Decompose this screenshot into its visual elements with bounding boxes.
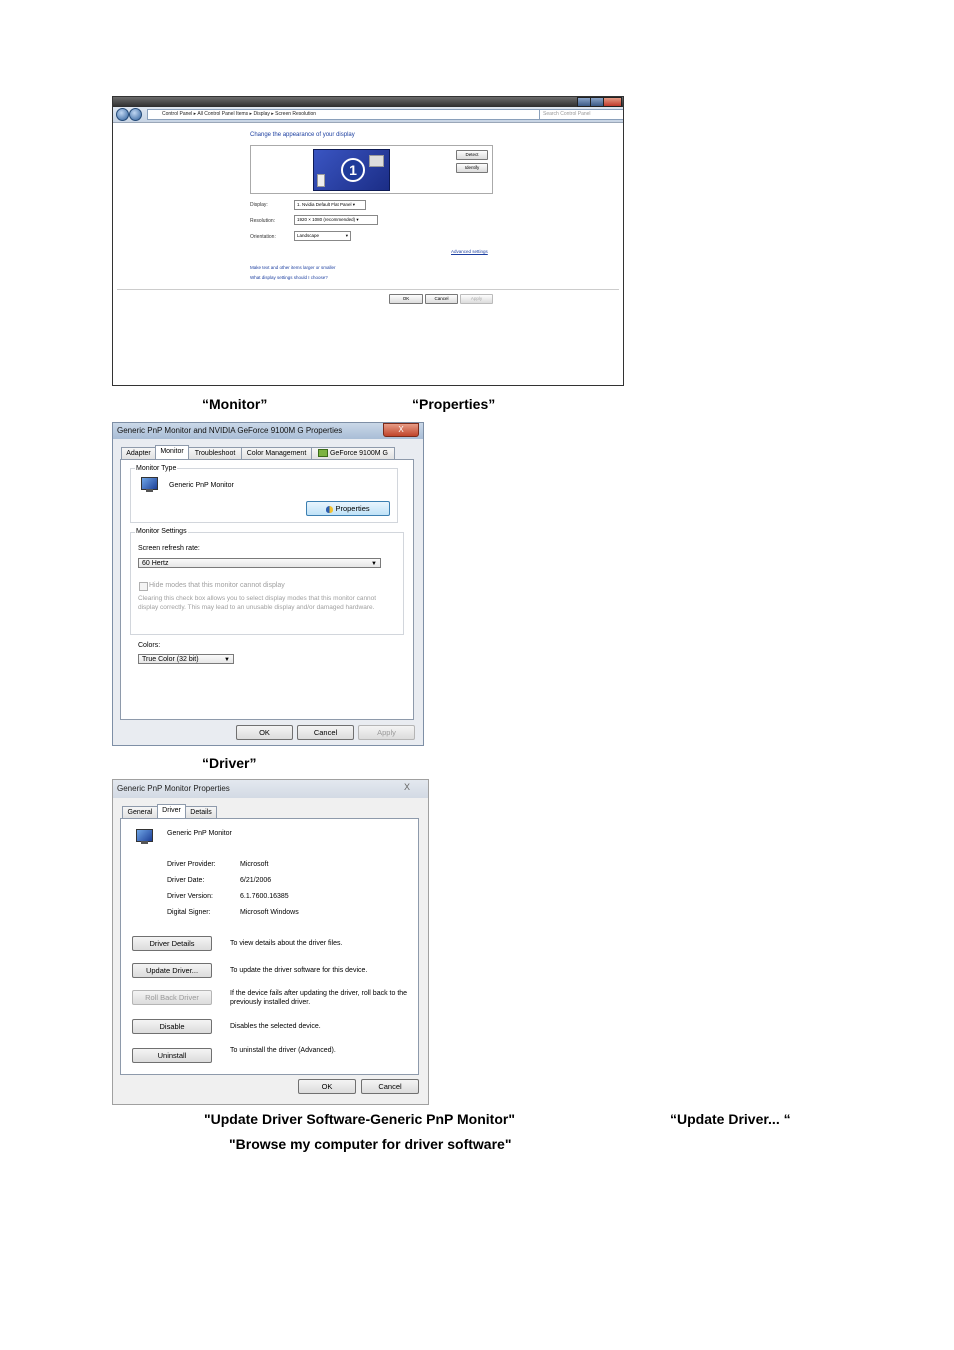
roll-back-driver-button[interactable]: Roll Back Driver bbox=[132, 990, 212, 1005]
search-input[interactable]: Search Control Panel bbox=[539, 109, 624, 120]
cancel-button[interactable]: Cancel bbox=[425, 294, 458, 304]
disable-button[interactable]: Disable bbox=[132, 1019, 212, 1034]
tab-panel bbox=[120, 818, 419, 1075]
disable-desc: Disables the selected device. bbox=[230, 1023, 321, 1030]
tab-geforce[interactable] bbox=[311, 447, 395, 459]
colors-value: True Color (32 bit) bbox=[142, 656, 199, 663]
display-label: Display: bbox=[250, 202, 268, 208]
update-driver-button[interactable]: Update Driver... bbox=[132, 963, 212, 978]
caption-driver: “Driver” bbox=[202, 755, 257, 771]
tab-details[interactable]: Details bbox=[185, 806, 217, 818]
back-arrow-icon[interactable] bbox=[116, 108, 129, 121]
cancel-button[interactable]: Cancel bbox=[297, 725, 354, 740]
orientation-select[interactable]: Landscape ▾ bbox=[294, 231, 351, 241]
display-value: 1. Nvidia Default Flat Panel bbox=[297, 202, 352, 207]
page-title: Change the appearance of your display bbox=[250, 132, 355, 138]
tab-troubleshoot[interactable]: Troubleshoot bbox=[188, 447, 242, 459]
hide-modes-description: Clearing this check box allows you to select display modes that this monitor cannot display correctly. This may lead to an unusable display and/or damaged hardware. bbox=[138, 595, 377, 611]
tab-panel bbox=[120, 459, 414, 720]
caption-browse: "Browse my computer for driver software" bbox=[229, 1136, 512, 1152]
tab-general[interactable]: General bbox=[122, 806, 158, 818]
shield-icon bbox=[326, 506, 333, 513]
monitor-preview bbox=[250, 145, 493, 194]
breadcrumb-item[interactable]: Control Panel bbox=[162, 111, 193, 117]
uninstall-desc: To uninstall the driver (Advanced). bbox=[230, 1047, 336, 1054]
driver-version-label: Driver Version: bbox=[167, 893, 213, 900]
identify-button[interactable]: Identify bbox=[456, 163, 488, 173]
driver-properties-dialog bbox=[112, 779, 429, 1105]
ok-button[interactable]: OK bbox=[236, 725, 293, 740]
driver-date-label: Driver Date: bbox=[167, 877, 205, 884]
minimize-button[interactable] bbox=[577, 97, 591, 107]
digital-signer-value: Microsoft Windows bbox=[240, 909, 299, 916]
monitor-1-tile[interactable] bbox=[313, 149, 390, 191]
monitor-name: Generic PnP Monitor bbox=[169, 482, 234, 489]
nvidia-icon bbox=[318, 449, 328, 457]
monitor-properties-dialog bbox=[112, 422, 424, 746]
screen-resolution-window bbox=[112, 96, 624, 386]
cancel-button[interactable]: Cancel bbox=[361, 1079, 419, 1094]
ok-button[interactable]: OK bbox=[298, 1079, 356, 1094]
colors-label: Colors: bbox=[138, 642, 161, 649]
device-name: Generic PnP Monitor bbox=[167, 830, 232, 837]
driver-details-button[interactable]: Driver Details bbox=[132, 936, 212, 951]
close-button[interactable]: X bbox=[403, 782, 410, 792]
tab-monitor[interactable]: Monitor bbox=[155, 445, 189, 459]
maximize-button[interactable] bbox=[590, 97, 604, 107]
resolution-label: Resolution: bbox=[250, 218, 276, 224]
refresh-rate-value: 60 Hertz bbox=[142, 560, 169, 567]
driver-date-value: 6/21/2006 bbox=[240, 877, 272, 884]
tab-driver[interactable]: Driver bbox=[157, 804, 186, 818]
refresh-rate-select[interactable]: 60 Hertz ▼ bbox=[138, 558, 381, 568]
uninstall-button[interactable]: Uninstall bbox=[132, 1048, 212, 1063]
orientation-value: Landscape bbox=[297, 233, 320, 238]
driver-details-desc: To view details about the driver files. bbox=[230, 940, 343, 947]
caption-update-driver: “Update Driver... “ bbox=[670, 1111, 791, 1127]
breadcrumb-item[interactable]: Display bbox=[253, 111, 270, 117]
colors-select[interactable]: True Color (32 bit) ▼ bbox=[138, 654, 234, 664]
tab-color-management[interactable]: Color Management bbox=[241, 447, 312, 459]
refresh-rate-label: Screen refresh rate: bbox=[138, 545, 200, 552]
dialog-title: Generic PnP Monitor and NVIDIA GeForce 9100M G Properties bbox=[113, 423, 423, 439]
text-size-link[interactable]: Make text and other items larger or smaller bbox=[250, 265, 336, 270]
caption-properties: “Properties” bbox=[412, 396, 496, 412]
driver-version-value: 6.1.7600.16385 bbox=[240, 893, 289, 900]
monitor-type-label: Monitor Type bbox=[136, 465, 177, 472]
forward-arrow-icon[interactable] bbox=[129, 108, 142, 121]
ok-button[interactable]: OK bbox=[389, 294, 423, 304]
monitor-icon bbox=[135, 829, 153, 845]
orientation-label: Orientation: bbox=[250, 234, 276, 240]
breadcrumb[interactable]: Control Panel ▸ All Control Panel Items ▸ Display ▸ Screen Resolution bbox=[147, 109, 543, 120]
driver-provider-value: Microsoft bbox=[240, 861, 269, 868]
detect-button[interactable]: Detect bbox=[456, 150, 488, 160]
display-select[interactable]: 1. Nvidia Default Flat Panel ▾ bbox=[294, 200, 366, 210]
tab-bar bbox=[122, 806, 322, 818]
address-bar bbox=[113, 107, 623, 123]
update-driver-desc: To update the driver software for this device. bbox=[230, 967, 368, 974]
properties-button[interactable] bbox=[306, 501, 390, 516]
roll-back-driver-desc: If the device fails after updating the driver, roll back to the previously installed driver. bbox=[230, 990, 408, 1006]
digital-signer-label: Digital Signer: bbox=[167, 909, 211, 916]
close-button[interactable] bbox=[603, 97, 622, 107]
divider bbox=[117, 289, 619, 290]
tab-adapter[interactable]: Adapter bbox=[121, 447, 156, 459]
driver-provider-label: Driver Provider: bbox=[167, 861, 216, 868]
hide-modes-label: Hide modes that this monitor cannot display bbox=[149, 582, 285, 589]
tab-geforce-label: GeForce 9100M G bbox=[329, 450, 388, 457]
resolution-select[interactable]: 1920 × 1080 (recommended) ▾ bbox=[294, 215, 378, 225]
breadcrumb-item[interactable]: Screen Resolution bbox=[275, 111, 317, 117]
window-titlebar bbox=[113, 97, 623, 107]
caption-monitor: “Monitor” bbox=[202, 396, 268, 412]
dialog-title: Generic PnP Monitor Properties bbox=[113, 780, 428, 798]
close-button[interactable]: X bbox=[383, 423, 419, 437]
monitor-settings-label: Monitor Settings bbox=[136, 528, 187, 535]
monitor-icon bbox=[140, 477, 158, 493]
caption-update-driver-software: "Update Driver Software-Generic PnP Monitor" bbox=[204, 1111, 515, 1127]
hide-modes-checkbox[interactable] bbox=[139, 582, 148, 591]
apply-button[interactable]: Apply bbox=[460, 294, 493, 304]
apply-button[interactable]: Apply bbox=[358, 725, 415, 740]
display-help-link[interactable]: What display settings should I choose? bbox=[250, 275, 328, 280]
monitor-number: 1 bbox=[341, 158, 365, 182]
breadcrumb-item[interactable]: All Control Panel Items bbox=[197, 111, 249, 117]
advanced-settings-link[interactable]: Advanced settings bbox=[451, 249, 488, 254]
resolution-value: 1920 × 1080 (recommended) bbox=[297, 217, 356, 222]
tab-bar bbox=[121, 447, 411, 459]
properties-button-label: Properties bbox=[335, 504, 370, 513]
